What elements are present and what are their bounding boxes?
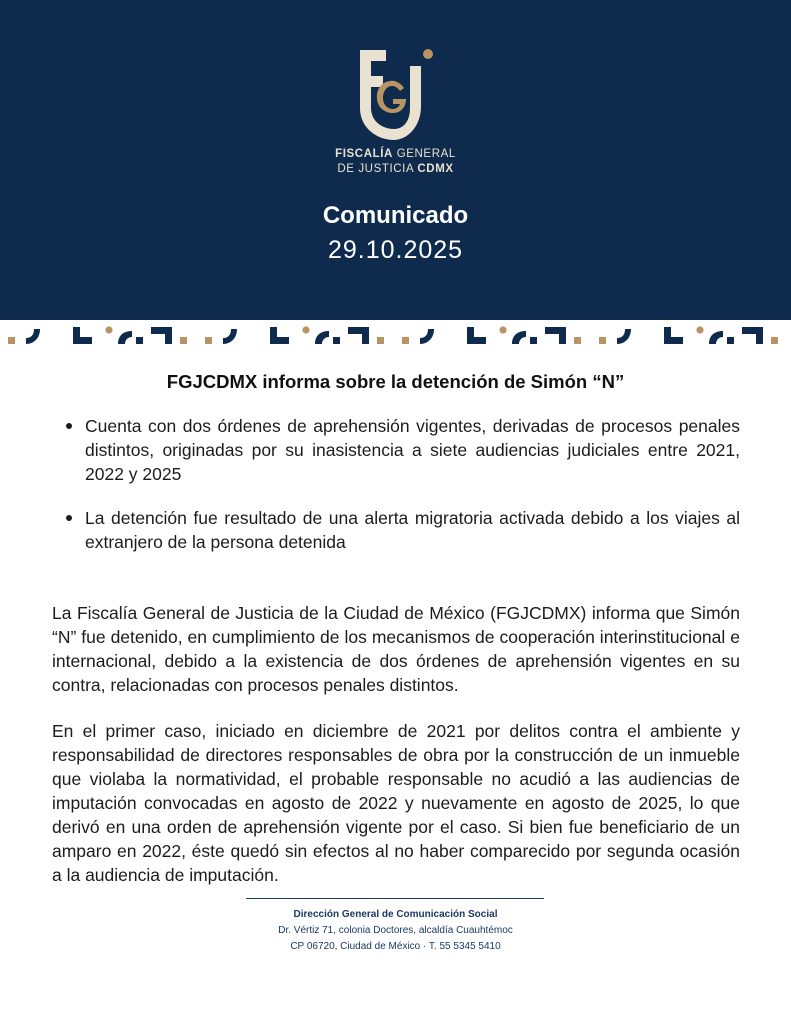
pattern-shape: [270, 327, 289, 344]
bullet-item: Cuenta con dos órdenes de aprehensión vigentes, derivadas de procesos penales distintos, originadas por su inasistencia a siete audiencias judiciales entre 2021, 2022 y 2025: [64, 414, 740, 486]
pattern-shape: [709, 331, 723, 344]
pattern-shape: [105, 326, 112, 333]
pattern-shape: [151, 327, 172, 344]
pattern-shape: [545, 327, 566, 344]
pattern-shape: [696, 326, 703, 333]
pattern-shape: [223, 329, 237, 344]
decorative-pattern-band: [0, 320, 791, 356]
footer-office: Dirección General de Comunicación Social: [293, 909, 498, 920]
pattern-shape: [530, 337, 537, 344]
pattern-shape: [664, 327, 683, 344]
document-type: Comunicado: [322, 202, 469, 229]
pattern-shape: [315, 331, 329, 344]
pattern-shape: [118, 331, 132, 344]
body-paragraph: En el primer caso, iniciado en diciembre de 2021 por delitos contra el ambiente y responsabilidad de directores responsables de obra por la construcción de un inmueble que violaba la normatividad, el probable responsable no acudió a las audiencias de imputación convocadas en agosto de 2022 y nuevamente en agosto de 2025, lo que derivó en una orden de aprehensión vigente por el caso. Si bien fue beneficiario de un amparo en 2022, éste quedó sin efectos al no haber comparecido por segunda ocasión a la audiencia de imputación.: [52, 721, 740, 885]
pattern-shape: [742, 327, 763, 344]
bullet-item: La detención fue resultado de una alerta migratoria activada debido a los viajes al extranjero de la persona detenida: [64, 506, 740, 554]
fgj-logo: [350, 46, 442, 142]
pattern-shape: [333, 337, 340, 344]
pattern-shape: [499, 326, 506, 333]
document-date: 29.10.2025: [327, 236, 464, 264]
headline: FGJCDMX informa sobre la detención de Simón “N”: [166, 371, 625, 392]
footer-contact: CP 06720, Ciudad de México · T. 55 5345 5410: [290, 941, 501, 952]
pattern-shape: [574, 337, 581, 344]
pattern-shape: [26, 329, 40, 344]
pattern-shape: [599, 337, 606, 344]
header-banner: [0, 0, 791, 320]
pattern-shape: [205, 337, 212, 344]
pattern-shape: [617, 329, 631, 344]
footer-divider: [246, 898, 544, 899]
body-paragraph: La Fiscalía General de Justicia de la Ciudad de México (FGJCDMX) informa que Simón “N” fue detenido, en cumplimiento de los mecanismos de cooperación interinstitucional e internacional, debido a la existencia de dos órdenes de aprehensión vigentes en su contra, relacionadas con procesos penales distintos.: [52, 603, 740, 695]
pattern-shape: [73, 327, 92, 344]
pattern-shape: [727, 337, 734, 344]
pattern-shape: [180, 337, 187, 344]
footer-address: Dr. Vértiz 71, colonia Doctores, alcaldía Cuauhtémoc: [278, 925, 513, 936]
pattern-shape: [467, 327, 486, 344]
pattern-shape: [771, 337, 778, 344]
pattern-shape: [420, 329, 434, 344]
pattern-shape: [136, 337, 143, 344]
pattern-shape: [377, 337, 384, 344]
pattern-shape: [8, 337, 15, 344]
pattern-shape: [302, 326, 309, 333]
pattern-shape: [402, 337, 409, 344]
org-name-line2: DE JUSTICIA CDMX: [337, 163, 454, 175]
bullet-list: [64, 414, 740, 574]
pattern-shape: [348, 327, 369, 344]
pattern-shape: [512, 331, 526, 344]
org-name-line1: FISCALÍA GENERAL: [335, 148, 456, 160]
